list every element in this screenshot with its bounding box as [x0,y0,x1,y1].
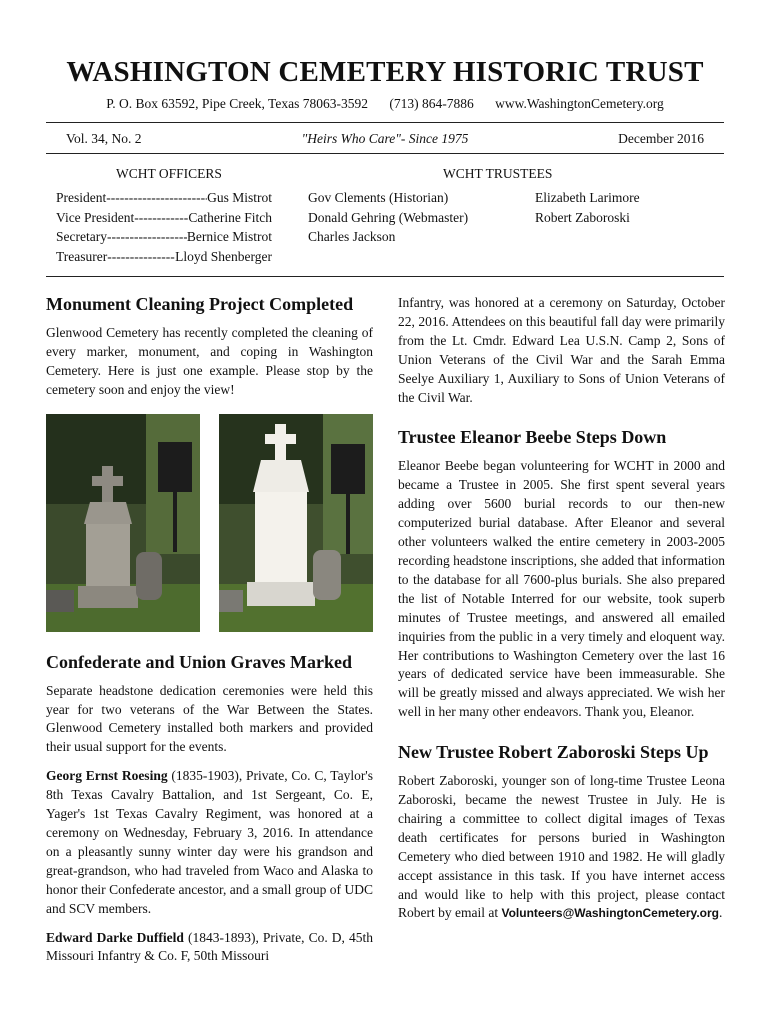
veteran-name-duffield: Edward Darke Duffield [46,929,184,945]
officer-role: Vice President [56,209,135,225]
article-title-zaboroski: New Trustee Robert Zaboroski Steps Up [398,742,709,763]
phone-number: (713) 864-7886 [389,96,474,111]
trustees-heading: WCHT TRUSTEES [443,166,553,181]
officer-name: Gus Mistrot [207,190,272,205]
right-column [398,294,725,923]
zaboroski-end: . [719,905,723,921]
article-title-graves: Confederate and Union Graves Marked [46,651,352,672]
article-title-beebe: Trustee Eleanor Beebe Steps Down [398,427,667,448]
officers-heading: WCHT OFFICERS [116,166,222,181]
officer-role: Treasurer [56,248,108,264]
website-link[interactable]: www.WashingtonCemetery.org [495,96,664,111]
officer-row [56,188,272,208]
masthead-rule-bottom [46,153,724,154]
article-body-beebe: Eleanor Beebe began volunteering for WCHT in 2000 and became a Trustee in 2005. She first spent several years adding over 5600 burial records to our then-new computerized burial database. After Eleanor and several other volunteers walked the entire cemetery in 2003-2005 recording headstone inscriptions, she added that information to the database for all 7600-plus burials. She also prepared the list of Notable Interred for our website, took superb minutes of Trustee meetings, and answered all emailed inquiries from the public in a very timely and eloquent way. Her contributions to Washington Cemetery over the last 16 years of dedicated service have been immeasurable. She will be greatly missed and always appreciated. We wish her well in her many other endeavors. Thank you, Eleanor. [398,458,725,720]
officer-row [56,247,272,267]
issue-line [66,131,704,147]
left-column [46,292,373,966]
officer-name: Bernice Mistrot [186,229,272,244]
article-title-monument: Monument Cleaning Project Completed [46,294,354,314]
article-body-monument: Glenwood Cemetery has recently completed the cleaning of every marker, monument, and coping in Washington Cemetery. Here is just one example. Please stop by the cemetery soon and enjoy the view! [46,325,373,397]
trustee-name: Robert Zaboroski [535,209,630,225]
monument-before-photo [46,414,200,632]
trustee-name: Elizabeth Larimore [535,190,640,205]
newsletter-title: WASHINGTON CEMETERY HISTORIC TRUST [66,56,704,88]
zaboroski-text: Robert Zaboroski, younger son of long-time Trustee Leona Zaboroski, became the newest Trustee in July. He is chairing a committee to collect digital images of Texas death certificates for persons buried in Washington Cemetery who died between 1910 and 1982. He will gladly accept assistance in this task. If you have internet access and would like to help with this project, please contact Robert by email at [398,773,725,921]
officer-name: Catherine Fitch [188,209,272,225]
veteran-text-duffield: (1843-1893), Private, Co. D, 45th Missouri Infantry & Co. F, 50th Missouri [46,929,373,964]
trustee-name: Charles Jackson [308,229,396,244]
officer-row [56,227,272,247]
officer-role: Secretary [56,229,107,244]
volume-number: Vol. 34, No. 2 [66,131,142,146]
article-body-duffield-continued: Infantry, was honored at a ceremony on Saturday, October 22, 2016. Attendees on this beautiful fall day were primarily from the Lt. Cmdr. Edward Lea U.S.N. Camp 2, Sons of Union Veterans of the Civil War and the Sarah Emma Seelye Auxiliary 1, Auxiliary to Sons of Union Veterans of the Civil War. [398,295,725,405]
photo-pair [46,414,373,632]
trustees-column-1 [308,188,468,247]
trustee-name: Gov Clements (Historian) [308,190,449,205]
article-body-duffield [46,929,373,967]
issue-date: December 2016 [618,131,704,146]
veteran-text-roesing: (1835-1903), Private, Co. C, Taylor's 8th Texas Cavalry Battalion, and 1st Sergeant, Co. E, Yager's 1st Texas Cavalry Regiment, was honored at a ceremony on Wednesday, February 3, 2016. In attendance on a pleasantly sunny winter day were his grandson and great-grandson, who had traveled from Waco and Alaska to honor their Confederate ancestor, and a small group of UDC and SCV members. [46,768,373,916]
motto: "Heirs Who Care"- Since 1975 [301,131,469,146]
header-divider [46,276,724,277]
veteran-name-roesing: Georg Ernst Roesing [46,768,168,784]
masthead-rule-top [46,122,724,123]
trustees-column-2 [535,188,640,227]
volunteer-email-link[interactable]: Volunteers@WashingtonCemetery.org [501,906,719,921]
mailing-address: P. O. Box 63592, Pipe Creek, Texas 78063-3592 [106,96,368,111]
article-body-roesing [46,767,373,918]
officer-name: Lloyd Shenberger [175,248,272,264]
officer-role: President [56,190,107,205]
trustee-name: Donald Gehring (Webmaster) [308,209,469,225]
officers-list [56,188,272,266]
monument-after-photo [219,414,373,632]
article-body-graves-intro: Separate headstone dedication ceremonies were held this year for two veterans of the War Between the States. Glenwood Cemetery installed both markers and provided their usual support for the events. [46,682,373,755]
contact-line [0,96,770,112]
officer-row [56,208,272,228]
article-body-zaboroski [398,772,725,923]
